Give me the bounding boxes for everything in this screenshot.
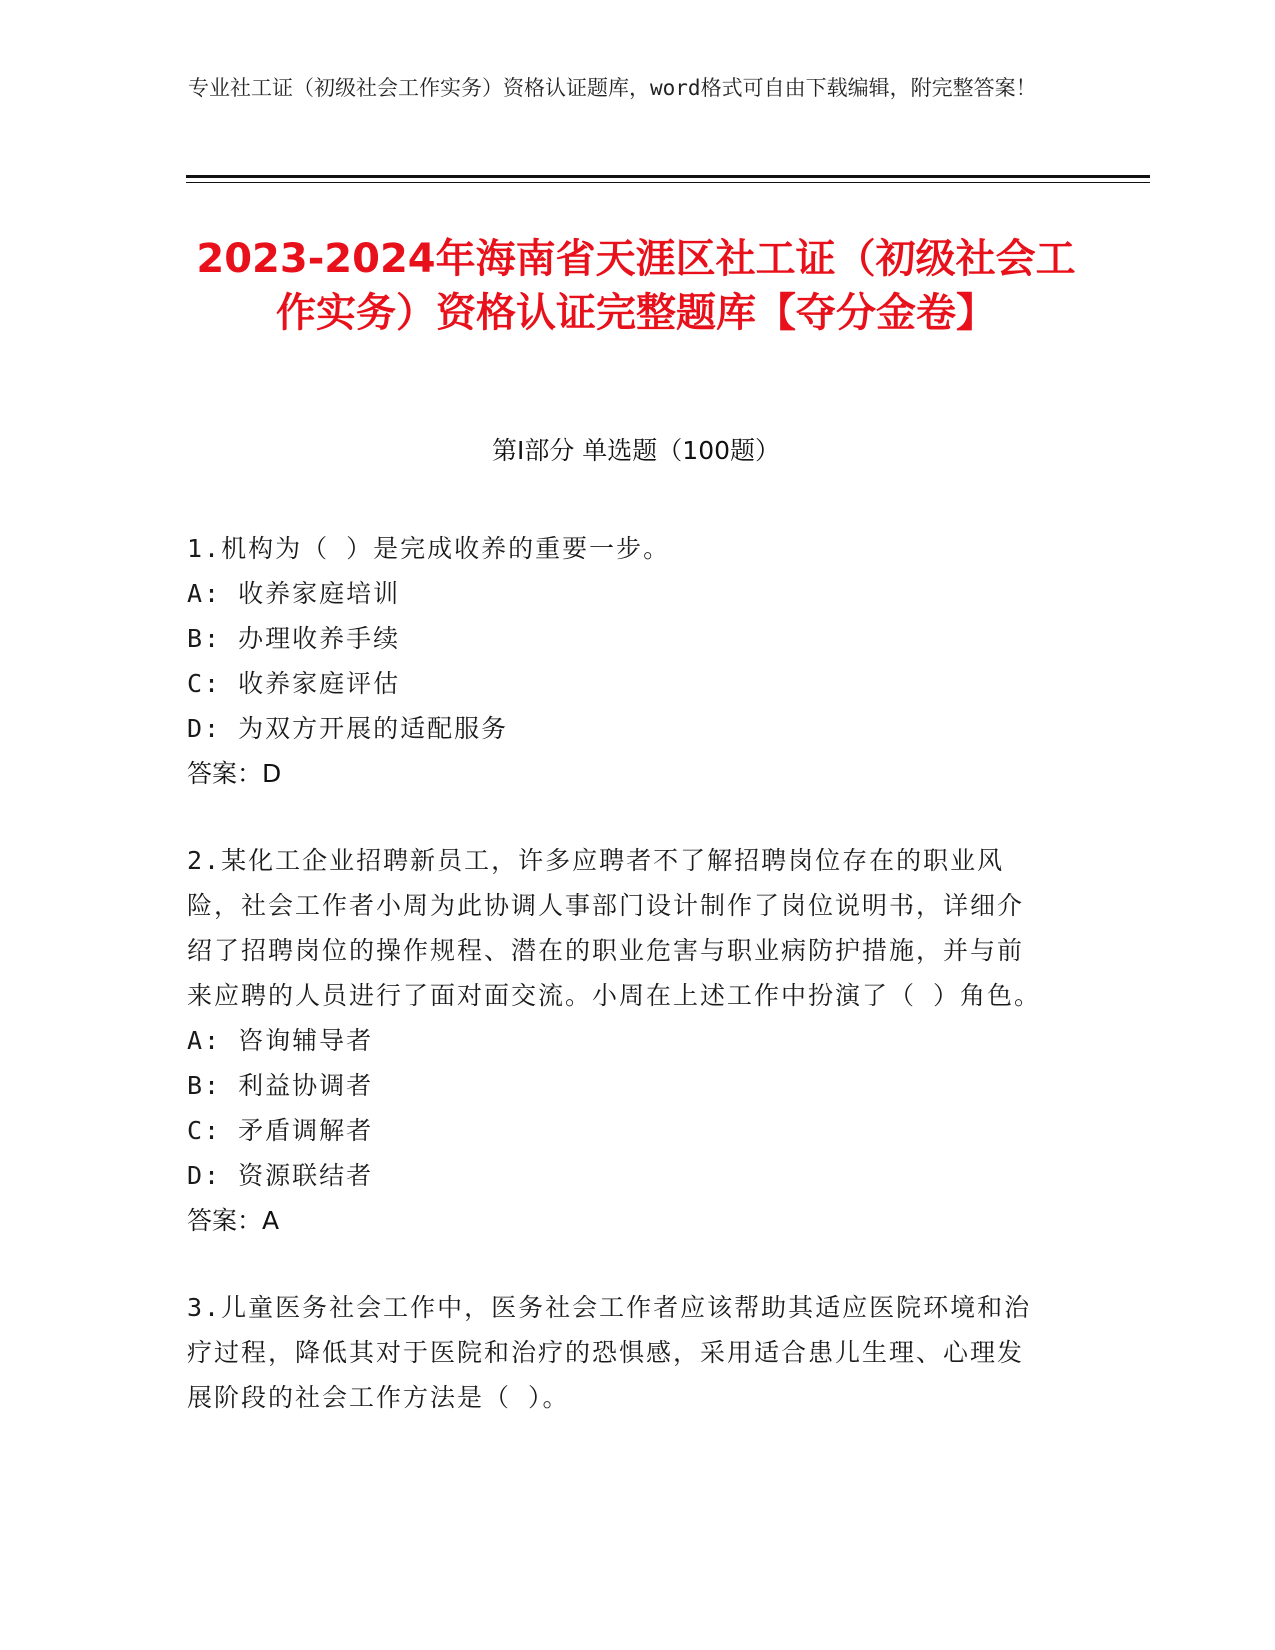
option-c: C: 矛盾调解者 (187, 1116, 374, 1145)
option-a: A: 收养家庭培训 (187, 579, 401, 608)
option-d: D: 资源联结者 (187, 1161, 374, 1190)
option-d: D: 为双方开展的适配服务 (187, 714, 509, 743)
question-text: 2.某化工企业招聘新员工，许多应聘者不了解招聘岗位存在的职业风险，社会工作者小周为此协调人事部门设计制作了岗位说明书，详细介绍了招聘岗位的操作规程、潜在的职业危害与职业病防护措施，并与前来应聘的人员进行了面对面交流。小周在上述工作中扮演了（ ）角色。 (187, 846, 1042, 1010)
option-c: C: 收养家庭评估 (187, 669, 401, 698)
answer: 答案：A (187, 1206, 280, 1235)
answer: 答案：D (187, 759, 282, 788)
header-rule-thin (186, 182, 1150, 183)
section-heading: 第I部分 单选题（100题） (491, 436, 781, 465)
question-text: 3.儿童医务社会工作中，医务社会工作者应该帮助其适应医院环境和治疗过程，降低其对于医院和治疗的恐惧感，采用适合患儿生理、心理发展阶段的社会工作方法是（ ）。 (187, 1293, 1032, 1412)
question-1 (187, 526, 1057, 796)
document-title: 2023-2024年海南省天涯区社工证（初级社会工作实务）资格认证完整题库【夺分金卷】 (196, 236, 1076, 336)
question-list (187, 526, 1057, 1462)
option-a: A: 咨询辅导者 (187, 1026, 374, 1055)
option-b: B: 利益协调者 (187, 1071, 374, 1100)
header-rule-thick (186, 175, 1150, 178)
question-text: 1.机构为（ ）是完成收养的重要一步。 (187, 534, 671, 563)
header-note: 专业社工证（初级社会工作实务）资格认证题库，word格式可自由下载编辑，附完整答案！ (188, 76, 1037, 100)
question-3 (187, 1285, 1057, 1420)
question-2 (187, 838, 1057, 1243)
option-b: B: 办理收养手续 (187, 624, 401, 653)
